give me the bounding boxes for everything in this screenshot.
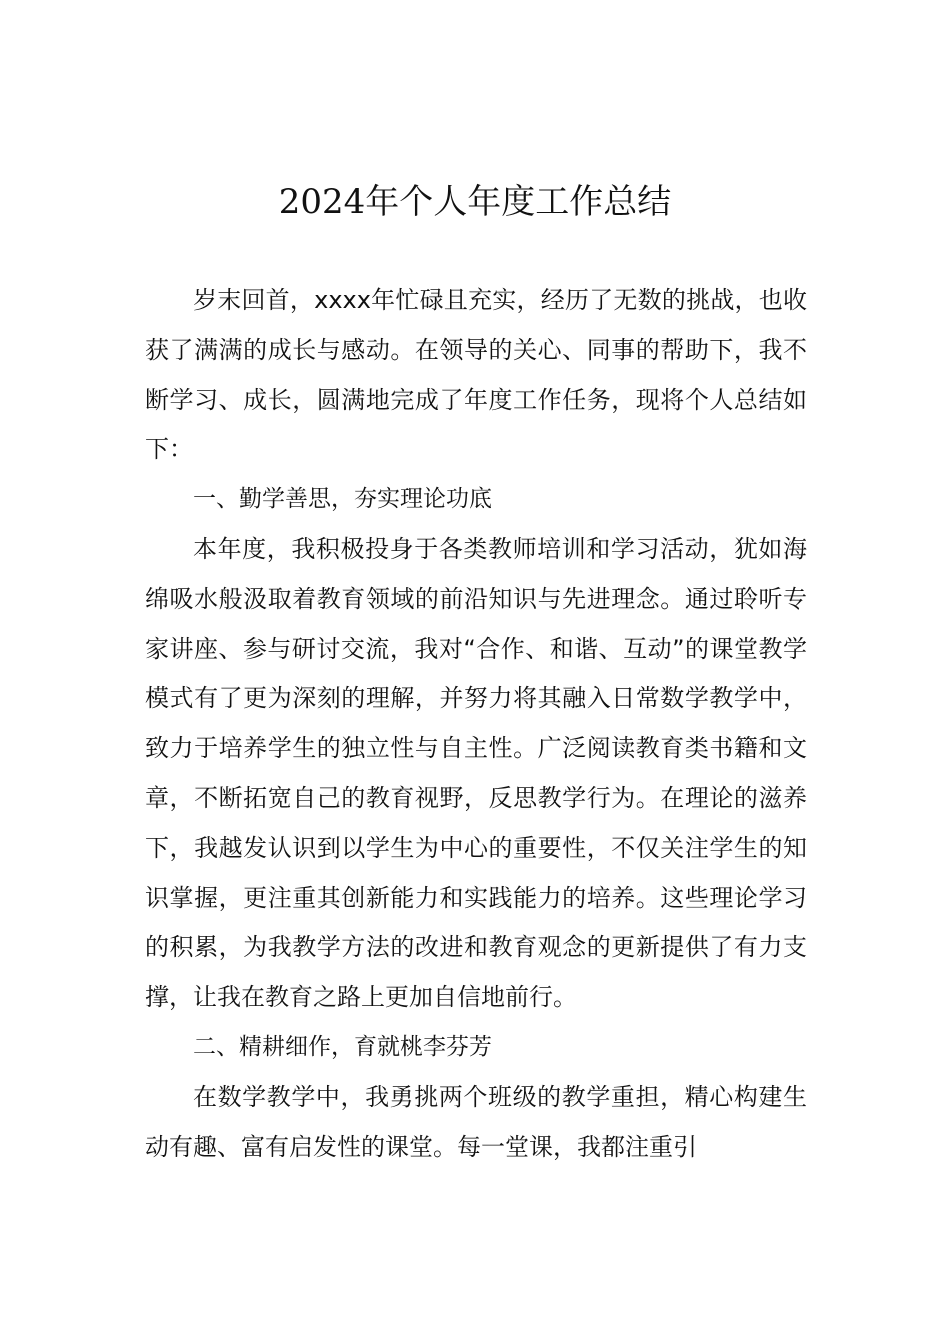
paragraph-section-1: 本年度，我积极投身于各类教师培训和学习活动，犹如海绵吸水般汲取着教育领域的前沿知识与先进理念。通过聆听专家讲座、参与研讨交流，我对“合作、和谐、互动”的课堂教学模式有了更为深刻的理解，并努力将其融入日常数学教学中，致力于培养学生的独立性与自主性。广泛阅读教育类书籍和文章，不断拓宽自己的教育视野，反思教学行为。在理论的滋养下，我越发认识到以学生为中心的重要性，不仅关注学生的知识掌握，更注重其创新能力和实践能力的培养。这些理论学习的积累，为我教学方法的改进和教育观念的更新提供了有力支撑，让我在教育之路上更加自信地前行。 <box>145 534 807 1012</box>
section-heading-2: 二、精耕细作，育就桃李芬芳 <box>193 1033 492 1060</box>
document-body <box>145 276 807 1172</box>
document-title: 2024年个人年度工作总结 <box>278 182 672 222</box>
section-heading-1: 一、勤学善思，夯实理论功底 <box>193 486 492 513</box>
paragraph-intro: 岁末回首，xxxx年忙碌且充实，经历了无数的挑战，也收获了满满的成长与感动。在领导的关心、同事的帮助下，我不断学习、成长，圆满地完成了年度工作任务，现将个人总结如下： <box>145 286 807 464</box>
paragraph-section-2: 在数学教学中，我勇挑两个班级的教学重担，精心构建生动有趣、富有启发性的课堂。每一堂课，我都注重引 <box>145 1082 807 1161</box>
